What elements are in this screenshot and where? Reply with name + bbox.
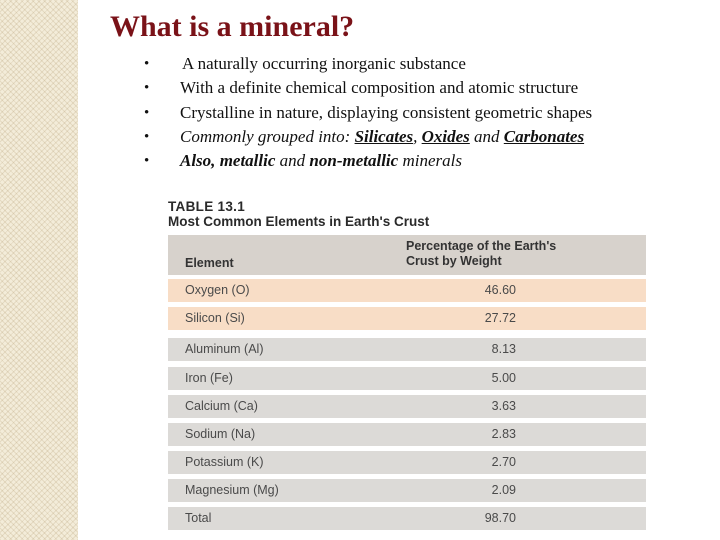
table-row [168, 279, 646, 302]
elements-table [168, 199, 646, 540]
element-cell: Total [185, 511, 212, 525]
value-text: 98.70 [484, 511, 516, 525]
table-header [168, 235, 646, 275]
element-cell: Aluminum (Al) [185, 342, 264, 356]
value-text: 2.83 [491, 427, 516, 441]
table-row [168, 307, 646, 330]
table-number: TABLE 13.1 [168, 199, 246, 214]
decorative-side-band [0, 0, 78, 540]
table-row [168, 423, 646, 446]
table-row [168, 451, 646, 474]
value-text: 2.09 [491, 483, 516, 497]
and-text: and [469, 126, 504, 146]
and-text: and [275, 151, 310, 171]
table-row [168, 338, 646, 361]
term-oxides: Oxides [421, 126, 470, 146]
term-non-metallic: non-metallic [309, 151, 399, 171]
column-header-line: Crust by Weight [406, 254, 502, 268]
slide-title: What is a mineral? [110, 10, 355, 43]
bullet-text [180, 125, 584, 149]
element-cell: Potassium (K) [185, 455, 264, 469]
bullet-dot-icon: • [144, 56, 150, 72]
element-cell: Sodium (Na) [185, 427, 256, 441]
element-cell: Silicon (Si) [185, 311, 245, 325]
comma-text: , [413, 126, 422, 146]
bullet-dot-icon: • [144, 104, 150, 121]
bullet-dot-icon: • [144, 80, 150, 97]
term-silicates: Silicates [354, 126, 414, 146]
table-row [168, 367, 646, 390]
suffix-text: minerals [398, 151, 462, 171]
value-text: 46.60 [484, 283, 516, 297]
bullet-text: A naturally occurring inorganic substance [182, 54, 466, 73]
bullet-prefix: Commonly grouped into: [180, 126, 355, 146]
bullet-dot-icon: • [144, 128, 150, 145]
value-text: 27.72 [484, 311, 516, 325]
value-text: 5.00 [491, 371, 516, 385]
element-cell: Iron (Fe) [185, 371, 233, 385]
table-row-total [168, 507, 646, 530]
element-cell: Oxygen (O) [185, 283, 250, 297]
column-header-percentage [406, 239, 556, 269]
bullet-text: With a definite chemical composition and atomic structure [180, 78, 579, 98]
column-header-line: Percentage of the Earth's [406, 239, 557, 253]
element-cell: Magnesium (Mg) [185, 483, 279, 497]
bullet-dot-icon: • [144, 153, 150, 170]
element-cell: Calcium (Ca) [185, 399, 258, 413]
table-caption: Most Common Elements in Earth's Crust [168, 214, 430, 229]
value-text: 3.63 [491, 399, 516, 413]
column-header-element: Element [185, 256, 234, 270]
value-text: 2.70 [491, 455, 516, 469]
table-row [168, 395, 646, 418]
also-text: Also, [180, 151, 220, 171]
bullet-text [180, 149, 462, 173]
term-carbonates: Carbonates [503, 126, 585, 146]
bullet-text: Crystalline in nature, displaying consistent geometric shapes [180, 102, 593, 122]
table-row [168, 479, 646, 502]
term-metallic: metallic [219, 151, 276, 171]
value-text: 8.13 [491, 342, 516, 356]
